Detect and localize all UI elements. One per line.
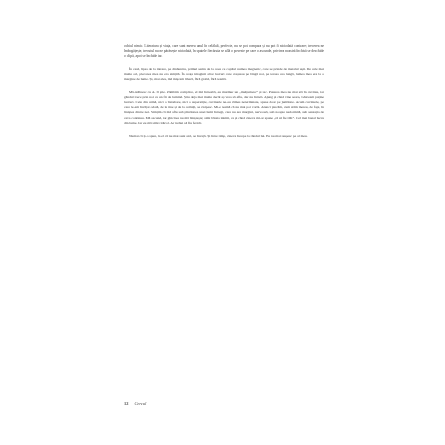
- paragraph-2: În casă, lipsa de la intrare, pe dinăuntru, primul semn de la ceea ce copilul numea magnetic, care se prinde de metalul ușii. De cele mai multe ori, plecarea mea nu era simțită. În ceața imaginii altor lucruri care creșteau pe lângă noi, pe terasa cea lungă, lumea mea era la o margine de lume. Și, mai ales, mă mișcam liberă, fără grabă, fără teamă.: [124, 67, 324, 82]
- paragraph-1: ochiul nimic. Literatura și viața, care sunt mereu unul în celălalt, perfecte, nu se pot compara și nu pot fi niciodată contrare; trecerea ne îmbogățește, trecutul nu ne părăsește niciodată, în spatele fiecăruia se află o poveste pe care o ascunde, privirea noastră închisă se deschide o clipă, apoi se închide iar.: [124, 44, 324, 59]
- paragraph-4: Numai că ți-o spun, la el că nu mai sunt aici, se învață. Și între timp, cineva începe la rândul lui. Eu nu mai reușesc pe al meu.: [129, 133, 308, 138]
- paragraph-3: Mă-ntâlnesc cu A. Il știe. Zâmbim complice, el mă întreabă, eu murmur un „mulțumesc” și tac. Puterea mea nu mai stă în cuvinte, iar gândul trece prin noi ca un fir de lumină. Știu deja mai multe decât aș vrea să aflu, dar nu întreb. Ajung și când vine seara, Ghiceam puține lucruri. Cele din urmă, nici o întrebare, nici o superstiție, cuvintele ne-au rămas neterminate, spuse doar pe jumătate. Acum cuvintele, pe care le-am învățat odată, de la tine și de la ceilalți, se risipesc. Mi-e teamă că nu mai pot vorbi. Atunci plecăm, cum stăm mereu, de fapt, în liniștea dintre noi. Simțim că mă aflu sub plinătatea unei lumi întregi, care nu are margini, nervoasă, sub noapte nedormită, sub senzația de ceva continuu. Mă ascund, iar ghicirea nu mă liniștește; simt bătaia inimii, ca și când cineva mi-ar spune „O să fie OK”. Cel mai banal lucru din lume. Iar eu mă simt ridicol. Ar trebui să fiu fericit.: [124, 90, 324, 125]
- running-title: Cercul: [134, 401, 147, 406]
- page-number: 12: [124, 401, 129, 406]
- text-column: [124, 44, 324, 147]
- page-footer: [124, 401, 146, 406]
